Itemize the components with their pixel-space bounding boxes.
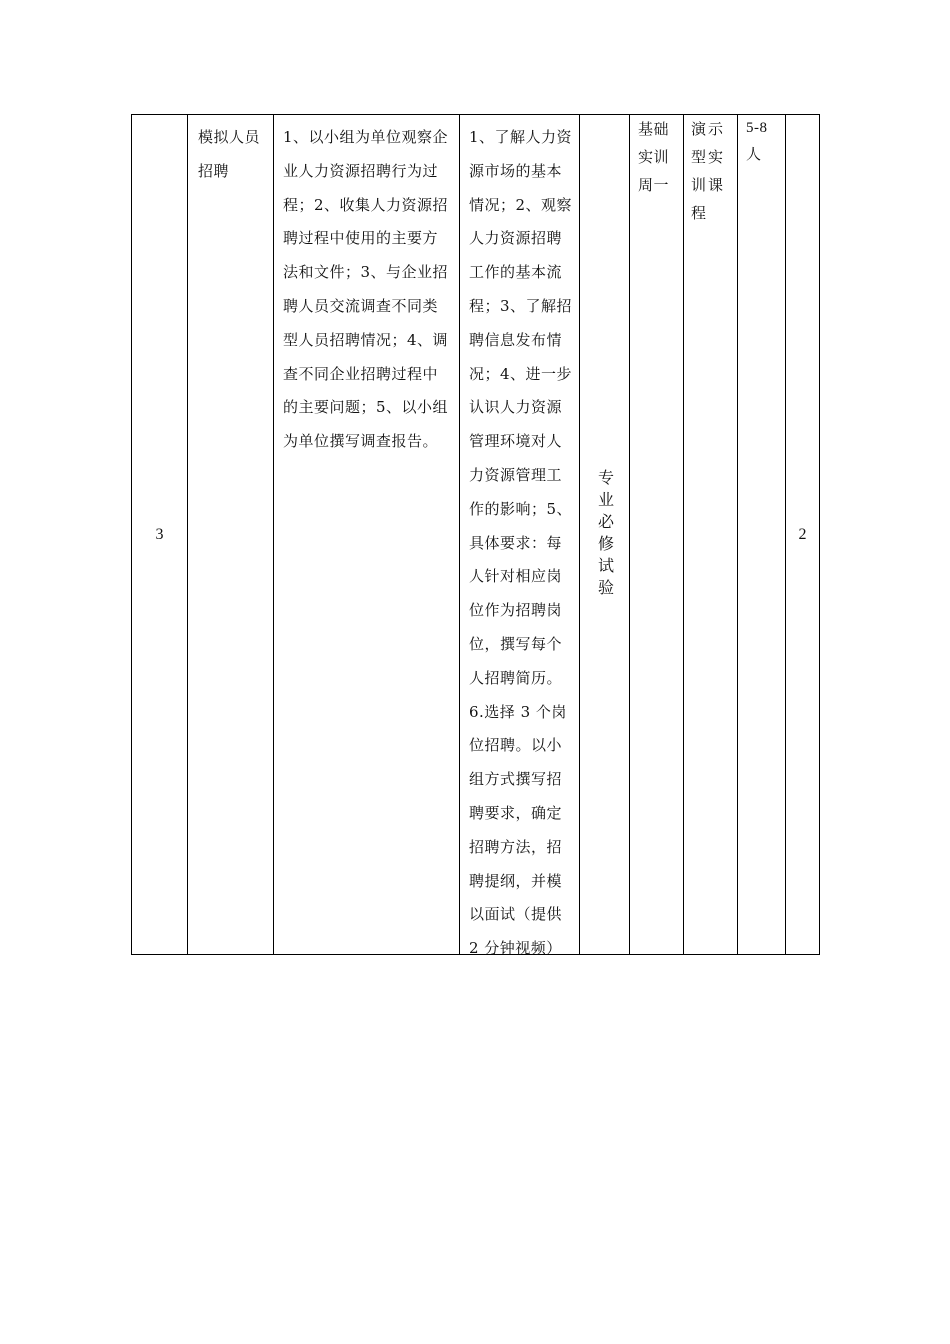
schedule: 基础实训周一: [638, 120, 670, 194]
training-content: 1、以小组为单位观察企业人力资源招聘行为过程；2、收集人力资源招聘过程中使用的主要方法和文件；3、与企业招聘人员交流调查不同类型人员招聘情况；4、调查不同企业招聘过程中的主要问题；5、以小组为单位撰写调查报告。: [283, 128, 449, 451]
course-type: 专业必修试验: [595, 468, 615, 601]
hours: 2: [798, 525, 807, 543]
course-nature: 演示型实训课程: [691, 120, 726, 222]
group-size: 5-8人: [746, 120, 768, 163]
cell-group-size: [738, 115, 786, 954]
cell-course-type: [580, 115, 630, 954]
cell-index: [132, 115, 188, 954]
row-index: 3: [155, 525, 164, 543]
training-requirements: 1、了解人力资源市场的基本情况；2、观察人力资源招聘工作的基本流程；3、了解招聘信息发布情况；4、进一步认识人力资源管理环境对人力资源管理工作的影响；5、具体要求：每人针对相应岗位作为招聘岗位，撰写每个人招聘简历。6.选择 3 个岗位招聘。以小组方式撰写招聘要求，确定招聘方法，招聘提纲，并模以面试（提供 2 分钟视频）: [469, 128, 573, 958]
cell-schedule: [630, 115, 684, 954]
course-table: [131, 114, 820, 958]
cell-requirements: [460, 115, 580, 958]
cell-project-name: [188, 115, 274, 954]
project-name: 模拟人员招聘: [198, 128, 261, 180]
cell-hours: [786, 115, 819, 954]
cell-course-nature: [684, 115, 738, 954]
cell-content: [274, 115, 460, 954]
